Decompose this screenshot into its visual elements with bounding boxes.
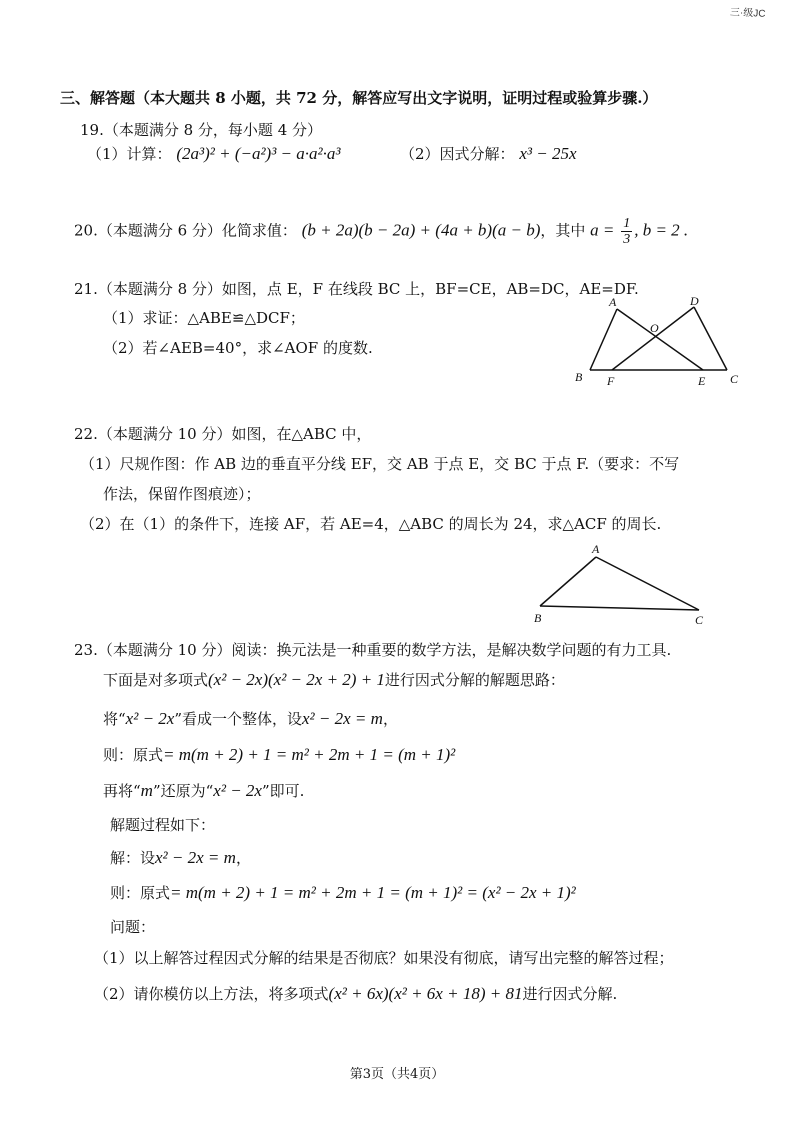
- q19-part1-expression: (2a³)² + (−a²)³ − a·a²·a³: [176, 144, 341, 163]
- q23-line2: [103, 709, 398, 729]
- q23-line2-text-c: ，: [382, 710, 398, 728]
- q23-line7: [110, 883, 576, 903]
- q22-segment-ab: [540, 557, 596, 606]
- section-title: 三、解答题（本大题共 8 小题，共 72 分，解答应写出文字说明，证明过程或验算步骤.）: [60, 89, 658, 107]
- q23-line1-expression: (x² − 2x)(x² − 2x + 2) + 1: [208, 670, 385, 689]
- q23-line8: 问题：: [110, 918, 156, 936]
- q22-segment-ac: [596, 557, 699, 610]
- q23-line2-text-a: 将“: [103, 710, 126, 728]
- q23-line4-term: x² − 2x: [213, 781, 262, 800]
- q23-line7-text: 则：原式: [110, 884, 171, 902]
- q22-segment-bc: [540, 606, 699, 610]
- q22-part1-line2: 作法，保留作图痕迹）；: [103, 485, 261, 503]
- q23-line4-text-b: ”还原为“: [152, 782, 214, 800]
- q23-line6-text: 解：设: [110, 849, 156, 867]
- q19-part2: [400, 144, 577, 164]
- q19-heading: 19.（本题满分 8 分，每小题 4 分）: [80, 121, 323, 139]
- q20-expression: (b + 2a)(b − 2a) + (4a + b)(a − b): [301, 220, 541, 240]
- q23-line2-term: x² − 2x: [125, 709, 175, 728]
- q20-cond-b: , b = 2 .: [634, 220, 689, 240]
- q20-mid-text: ，其中: [540, 221, 586, 240]
- q21-label-d: D: [690, 294, 699, 308]
- q23-line3-expression: = m(m + 2) + 1 = m² + 2m + 1 = (m + 1)²: [163, 745, 456, 764]
- q22-figure: [525, 540, 715, 630]
- q21-figure: [570, 292, 745, 392]
- q23-line6-expression: x² − 2x = m: [155, 848, 236, 867]
- q20-fraction-numerator: 1: [623, 216, 631, 231]
- q23-line2-expression: x² − 2x = m: [302, 709, 383, 728]
- q19-part2-expression: x³ − 25x: [519, 144, 577, 163]
- q22-label-c: C: [695, 613, 704, 627]
- q21-label-b: B: [575, 370, 583, 384]
- q23-line7-expression: = m(m + 2) + 1 = m² + 2m + 1 = (m + 1)² = (x² − 2x + 1)²: [170, 883, 576, 902]
- q23-heading: 23.（本题满分 10 分）阅读：换元法是一种重要的数学方法，是解决数学问题的有力工具.: [74, 641, 672, 659]
- q23-line6: [110, 848, 251, 868]
- q23-line4: [103, 781, 304, 801]
- q23-line3-text: 则：原式: [103, 746, 164, 764]
- q21-part2: （2）若∠AEB=40°，求∠AOF 的度数.: [103, 339, 373, 357]
- q22-label-b: B: [534, 611, 542, 625]
- corner-mark: 三·级JC: [730, 7, 767, 20]
- q21-segment-dc: [694, 307, 727, 370]
- q20-cond-a: a =: [590, 220, 615, 240]
- q23-line1-text-b: 进行因式分解的解题思路：: [384, 671, 565, 689]
- q23-line1: [103, 670, 565, 690]
- q22-heading: 22.（本题满分 10 分）如图，在△ABC 中，: [74, 425, 372, 443]
- q21-segment-ae: [617, 309, 703, 370]
- q21-label-o: O: [650, 321, 659, 335]
- q23-line6-text-c: ，: [235, 849, 251, 867]
- q21-label-f: F: [607, 374, 615, 388]
- q20: [74, 216, 688, 247]
- q23-line4-variable: m: [140, 781, 153, 800]
- q23-line2-text-b: ”看成一个整体，设: [174, 710, 303, 728]
- q21-label-a: A: [609, 295, 617, 309]
- q21-segment-ab: [590, 309, 617, 370]
- q22-part2: （2）在（1）的条件下，连接 AF，若 AE=4，△ABC 的周长为 24，求△ACF 的周长.: [80, 515, 662, 533]
- q23-question1: （1）以上解答过程因式分解的结果是否彻底？如果没有彻底，请写出完整的解答过程；: [94, 949, 674, 967]
- q21-segment-df: [612, 307, 694, 370]
- q21-label-e: E: [698, 374, 706, 388]
- page-footer: 第3页（共4页）: [349, 1067, 445, 1082]
- q19-part2-label: （2）因式分解：: [400, 145, 515, 163]
- q23-question2-text-b: 进行因式分解.: [522, 985, 618, 1003]
- q21-heading: 21.（本题满分 8 分）如图，点 E，F 在线段 BC 上，BF=CE，AB=DC，AE=DF.: [74, 280, 639, 298]
- q23-line4-text-c: ”即可.: [261, 782, 305, 800]
- q23-question2-expression: (x² + 6x)(x² + 6x + 18) + 81: [328, 984, 523, 1003]
- q23-question2: [94, 984, 617, 1004]
- q21-part1: （1）求证：△ABE≌△DCF；: [103, 309, 305, 327]
- q20-heading: 20.（本题满分 6 分）化简求值：: [74, 221, 297, 240]
- q23-question2-text-a: （2）请你模仿以上方法，将多项式: [94, 985, 329, 1003]
- q22-part1-line1: （1）尺规作图：作 AB 边的垂直平分线 EF，交 AB 于点 E，交 BC 于点 F.（要求：不写: [80, 455, 680, 473]
- q20-fraction-denominator: 3: [623, 232, 631, 247]
- q22-label-a: A: [592, 542, 600, 556]
- q23-line5: 解题过程如下：: [110, 816, 216, 834]
- q19-part1-label: （1）计算：: [87, 145, 172, 163]
- q23-line3: [103, 745, 455, 765]
- q20-fraction: [621, 216, 632, 247]
- q23-line4-text-a: 再将“: [103, 782, 141, 800]
- q19-part1: [87, 144, 340, 164]
- q23-line1-text-a: 下面是对多项式: [103, 671, 209, 689]
- q21-label-c: C: [730, 372, 739, 386]
